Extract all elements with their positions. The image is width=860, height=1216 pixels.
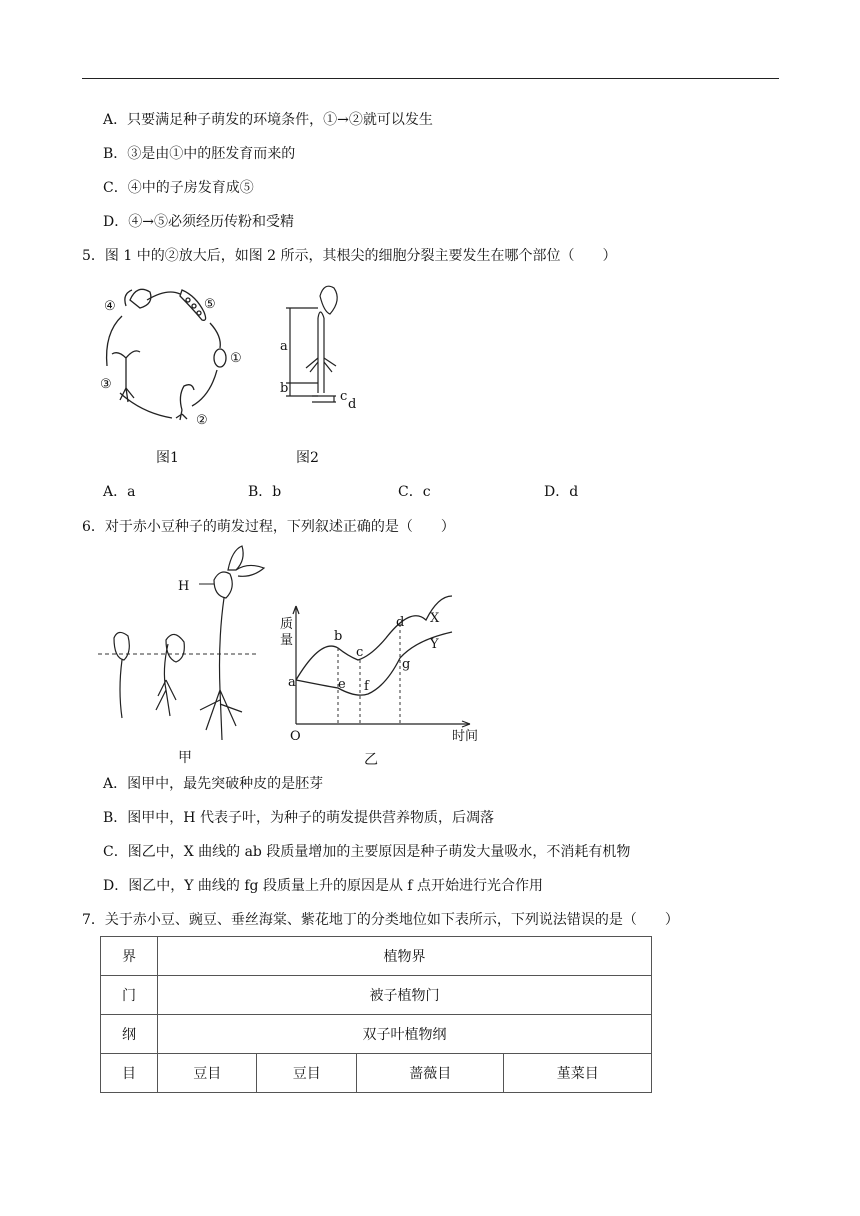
yi-point-b: b bbox=[334, 629, 343, 644]
fig2-label-a: a bbox=[280, 339, 288, 354]
table-head-order: 目 bbox=[101, 1054, 158, 1093]
q5-option-b[interactable]: B．b bbox=[248, 484, 282, 500]
q4-option-d[interactable]: D．④→⑤必须经历传粉和受精 bbox=[103, 214, 294, 230]
q6-option-c[interactable]: C．图乙中，X 曲线的 ab 段质量增加的主要原因是种子萌发大量吸水，不消耗有机物 bbox=[103, 844, 631, 860]
yi-point-c: c bbox=[356, 645, 364, 660]
yi-series-y: Y bbox=[430, 637, 439, 652]
yi-point-d: d bbox=[396, 615, 405, 630]
fig2-label-d: d bbox=[348, 397, 357, 412]
fig1-label-1: ① bbox=[230, 351, 242, 366]
fig1-label-2: ② bbox=[196, 413, 208, 428]
q5-figure-1 bbox=[92, 278, 262, 468]
q6-option-a[interactable]: A．图甲中，最先突破种皮的是胚芽 bbox=[103, 776, 324, 792]
table-row bbox=[101, 976, 652, 1015]
table-cell-order-2: 豆目 bbox=[257, 1054, 356, 1093]
fig1-label-3: ③ bbox=[100, 377, 112, 392]
table-head-kingdom: 界 bbox=[101, 937, 158, 976]
q5-option-c[interactable]: C．c bbox=[398, 484, 431, 500]
fig2-caption: 图2 bbox=[296, 450, 319, 466]
classification-table bbox=[100, 936, 652, 1093]
yi-point-g: g bbox=[402, 657, 411, 672]
q6-option-b[interactable]: B．图甲中，H 代表子叶，为种子的萌发提供营养物质，后凋落 bbox=[103, 810, 494, 826]
q5-option-a[interactable]: A．a bbox=[103, 484, 136, 500]
yi-point-e: e bbox=[338, 677, 346, 692]
fig2-label-c: c bbox=[340, 389, 348, 404]
cycle-arrow-4-5 bbox=[147, 292, 180, 300]
jia-caption: 甲 bbox=[178, 750, 192, 766]
table-cell-order-3: 蔷薇目 bbox=[356, 1054, 504, 1093]
table-head-phylum: 门 bbox=[101, 976, 158, 1015]
jia-label-h: H bbox=[178, 579, 190, 594]
table-row bbox=[101, 937, 652, 976]
table-row bbox=[101, 1015, 652, 1054]
fig1-label-5: ⑤ bbox=[204, 297, 216, 312]
q6-option-d[interactable]: D．图乙中，Y 曲线的 fg 段质量上升的原因是从 f 点开始进行光合作用 bbox=[103, 878, 544, 894]
cycle-arrow-3-4 bbox=[107, 316, 122, 366]
q4-option-a[interactable]: A．只要满足种子萌发的环境条件，①→②就可以发生 bbox=[103, 112, 433, 128]
table-row bbox=[101, 1054, 652, 1093]
table-cell-order-4: 堇菜目 bbox=[504, 1054, 652, 1093]
yi-xlabel: 时间 bbox=[452, 729, 479, 744]
header-rule bbox=[82, 78, 779, 79]
q6-stem: 6．对于赤小豆种子的萌发过程，下列叙述正确的是（ ） bbox=[82, 519, 455, 535]
table-cell-kingdom: 植物界 bbox=[158, 937, 652, 976]
yi-ylabel-1: 质 bbox=[280, 617, 294, 632]
yi-origin: O bbox=[290, 729, 301, 744]
fig1-label-4: ④ bbox=[104, 299, 116, 314]
q5-stem: 5．图 1 中的②放大后，如图 2 所示，其根尖的细胞分裂主要发生在哪个部位（ ） bbox=[82, 248, 617, 264]
yi-series-x: X bbox=[430, 611, 440, 626]
yi-point-a: a bbox=[288, 675, 296, 690]
curve-y bbox=[296, 632, 452, 695]
table-cell-class: 双子叶植物纲 bbox=[158, 1015, 652, 1054]
curve-x bbox=[296, 596, 452, 680]
cycle-arrow-5-1 bbox=[210, 323, 220, 348]
q5-option-d[interactable]: D．d bbox=[544, 484, 579, 500]
q4-option-b[interactable]: B．③是由①中的胚发育而来的 bbox=[103, 146, 296, 162]
q4-option-c[interactable]: C．④中的子房发育成⑤ bbox=[103, 180, 254, 196]
yi-ylabel-2: 量 bbox=[280, 633, 294, 648]
table-cell-phylum: 被子植物门 bbox=[158, 976, 652, 1015]
yi-caption: 乙 bbox=[364, 752, 378, 768]
fig1-caption: 图1 bbox=[156, 450, 179, 466]
q6-figure-jia bbox=[96, 540, 276, 768]
yi-point-f: f bbox=[364, 679, 369, 694]
q6-figure-yi bbox=[276, 576, 488, 768]
q7-stem: 7．关于赤小豆、豌豆、垂丝海棠、紫花地丁的分类地位如下表所示，下列说法错误的是（ ） bbox=[82, 912, 679, 928]
fig2-label-b: b bbox=[280, 381, 289, 396]
q5-figure-2 bbox=[272, 278, 382, 468]
cycle-arrow-1-2 bbox=[192, 370, 217, 406]
table-head-class: 纲 bbox=[101, 1015, 158, 1054]
table-cell-order-1: 豆目 bbox=[158, 1054, 257, 1093]
